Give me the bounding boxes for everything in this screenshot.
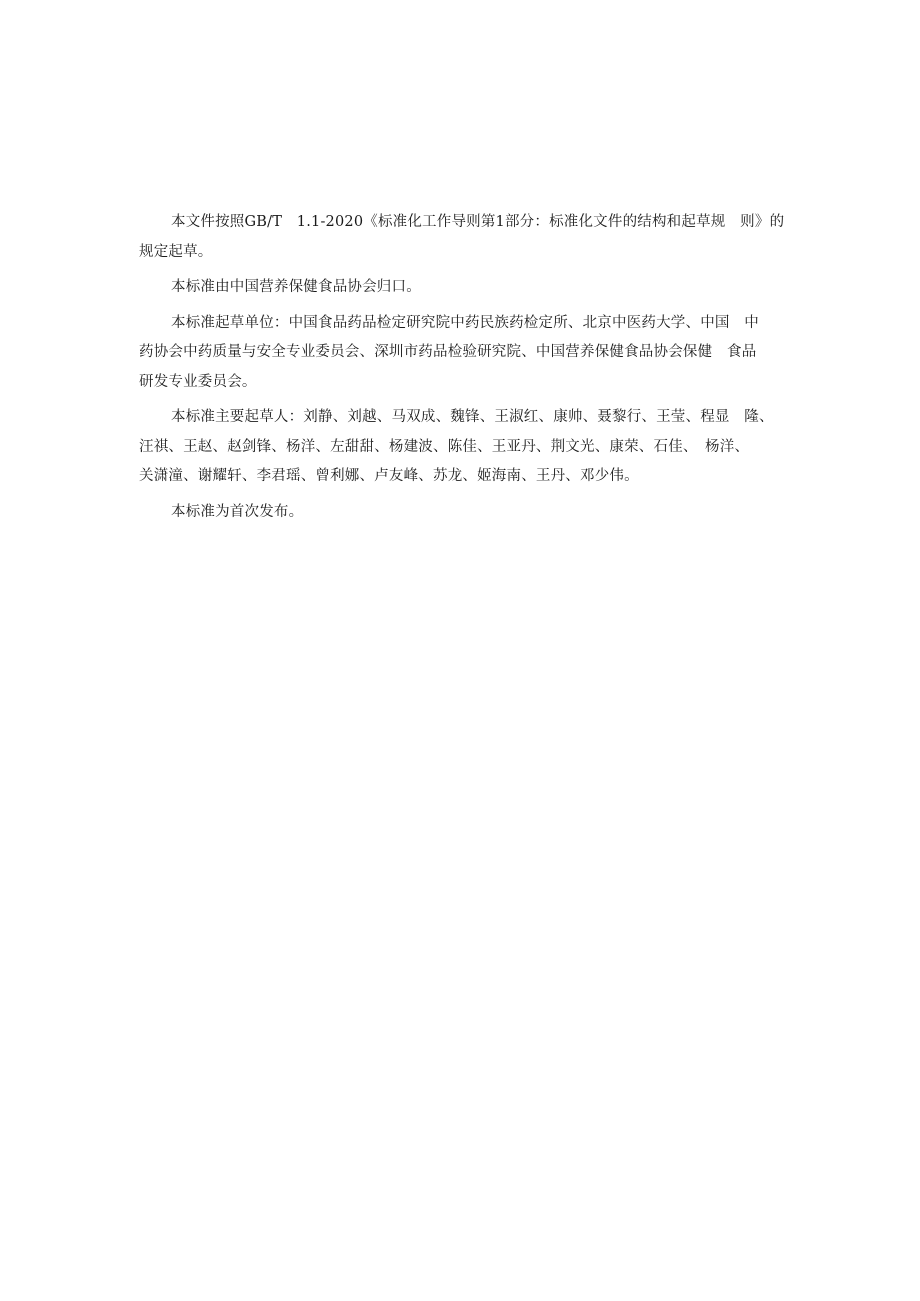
preface-content bbox=[139, 208, 787, 533]
paragraph-line: 药协会中药质量与安全专业委员会、深圳市药品检验研究院、中国营养保健食品协会保健 食品 bbox=[139, 344, 757, 360]
paragraph-drafting-units bbox=[139, 309, 787, 398]
paragraph-line: 规定起草。 bbox=[139, 243, 213, 260]
paragraph-line: 本标准起草单位：中国食品药品检定研究院中药民族药检定所、北京中医药大学、中国 中 bbox=[171, 314, 759, 331]
paragraph-line: 本标准主要起草人：刘静、刘越、马双成、魏锋、王淑红、康帅、聂黎行、王莹、程显 隆、 bbox=[171, 409, 774, 425]
paragraph-line: 本标准由中国营养保健食品协会归口。 bbox=[171, 279, 421, 295]
paragraph-line: 汪祺、王赵、赵剑锋、杨洋、左甜甜、杨建波、陈佳、王亚丹、荆文光、康荣、石佳、 杨洋、 bbox=[139, 438, 750, 455]
paragraph-first-release bbox=[139, 498, 787, 528]
paragraph-line: 本文件按照GB/T 1.1-2020《标准化工作导则第1部分：标准化文件的结构和起草规 则》的 bbox=[171, 214, 785, 230]
paragraph-drafters bbox=[139, 403, 787, 492]
paragraph-line: 本标准为首次发布。 bbox=[171, 503, 304, 520]
paragraph-line: 研发专业委员会。 bbox=[139, 373, 257, 390]
paragraph-centralized bbox=[139, 273, 787, 303]
paragraph-basis bbox=[139, 208, 787, 267]
paragraph-line: 关潇潼、谢耀轩、李君瑶、曾利娜、卢友峰、苏龙、姬海南、王丹、邓少伟。 bbox=[139, 468, 639, 484]
